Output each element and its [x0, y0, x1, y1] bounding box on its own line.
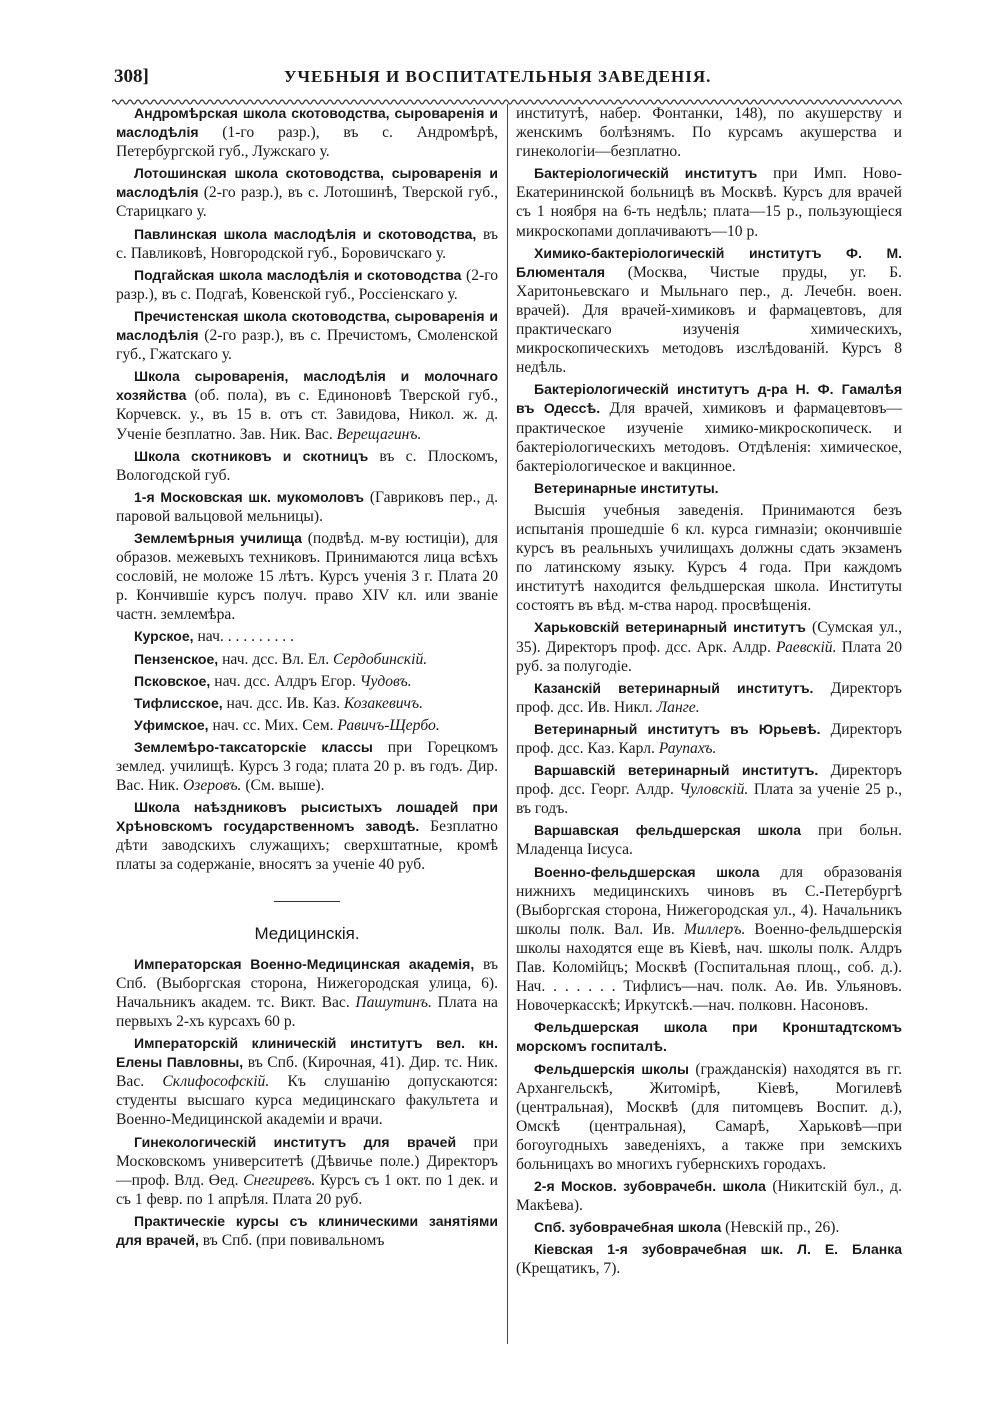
entry-name: Раевскій. — [776, 638, 837, 656]
entry-text-tail: Плата за ученіе 25 р., въ годъ. — [516, 781, 902, 818]
entry — [116, 164, 498, 221]
entry — [516, 821, 902, 859]
entry-text: нач. . . . . . . . . . — [193, 628, 294, 646]
entry-text: (подвѣд. м-ву юстиціи), для образов. межевыхъ техниковъ. Принимаются лица всѣхъ сословій, не моложе 15 лѣтъ. Курсъ ученія 3 г. Плата 20 р. Кончившіе курсъ получ. право XIV кл. или званіе частн. землемѣра. — [116, 529, 498, 624]
entry-name: Склифософскій. — [162, 1073, 270, 1091]
entry — [116, 1034, 498, 1129]
entry-text: Директоръ проф. дсс. Каз. Карл. — [516, 720, 902, 757]
entry-text: въ Спб. (Выборгская сторона, Нижегородская улица, 6). Начальникъ академ. тс. Викт. Вас. — [116, 955, 499, 1011]
entry-heading: Химико-бактеріологическій институтъ Ф. М. Блюменталя — [516, 244, 902, 280]
entry-heading: Казанскій ветеринарный институтъ. — [534, 679, 814, 696]
entry-text: (2-го разр.), въ с. Лотошинѣ, Тверской губ., Старицкаго у. — [116, 184, 498, 221]
entry-text: нач. дсс. Алдръ Егор. — [210, 672, 360, 690]
entry-text: (Невскій пр., 26). — [721, 1219, 840, 1237]
entry-heading: Кіевская 1-я зубоврачебная шк. Л. Е. Бланка — [534, 1241, 902, 1258]
entry-heading: Землемѣрныя училища — [134, 529, 302, 546]
entry — [516, 479, 902, 498]
entry — [516, 244, 902, 378]
entry-text: при Горецкомъ землед. училищѣ. Курсъ 3 года; плата 20 р. въ годъ. Дир. Вас. Ник. — [116, 738, 498, 795]
entry-name: Раупахъ. — [658, 740, 717, 757]
entry-heading: Ветеринарные институты. — [534, 479, 719, 496]
entry-text: (Гавриковъ пер., д. паровой вальцовой мельницы). — [116, 488, 498, 525]
entry-text-tail: (См. выше). — [241, 777, 325, 795]
entry-text: Безплатно дѣти заводскихъ служащихъ; сверхштатные, кромѣ платы за содержаніе, вносятъ за ученіе 40 руб. — [116, 818, 498, 874]
entry-text: нач. дсс. Вл. Ел. — [218, 650, 334, 668]
entry — [116, 955, 498, 1031]
entry — [516, 679, 902, 717]
entry-name: Козакевичъ. — [343, 694, 423, 712]
entry-heading: Императорская Военно-Медицинская академія, — [134, 955, 475, 972]
entry-text: Для врачей, химиковъ и фармацевтовъ—практическое изученіе химико-микроскопическ. и бактеріологическихъ методовъ. Отдѣленія: химическое, бактеріологическое и вакцинное. — [516, 400, 902, 475]
entry — [116, 367, 498, 443]
entry-heading: Ветеринарный институтъ въ Юрьевѣ. — [534, 720, 821, 737]
entry-text: (Крещатикъ, 7). — [516, 1260, 621, 1278]
entry-text: (Никитскій бул., д. Макѣева). — [516, 1178, 902, 1215]
entry-name: Снегиревъ. — [243, 1171, 316, 1189]
entry — [516, 380, 902, 475]
section-separator — [274, 901, 340, 902]
entry-heading: 1-я Московская шк. мукомоловъ — [134, 488, 365, 505]
entry-text: Директоръ проф. дсс. Георг. Алдр. — [516, 762, 902, 799]
entry — [516, 104, 902, 161]
left-column — [116, 104, 498, 1253]
entry — [116, 488, 498, 526]
entry-heading: Подгайская школа маслодѣлія и скотоводства — [134, 266, 462, 283]
entry-heading: Землемѣро-таксаторскіе классы — [134, 738, 373, 755]
entry-heading: Пензенское, — [134, 650, 219, 667]
entry-heading: Тифлисское, — [134, 694, 223, 711]
entry-text: въ с. Плоскомъ, Вологодской губ. — [116, 447, 498, 484]
entry-heading: Варшавская фельдшерская школа — [534, 822, 802, 839]
entry-text: Высшія учебныя заведенія. Принимаются безъ испытанія прошедшіе 6 кл. курса гимназіи; окончившіе курсъ въ реальныхъ училищахъ должны сдать экзаменъ по латинскому языку. Курсъ 4 года. При каждомъ институтѣ находится фельдшерская школа. Институты состоятъ въ вѣд. м-ства народ. просвѣщенія. — [516, 501, 902, 615]
entry-heading: Гинекологическій институтъ для врачей — [134, 1133, 457, 1150]
entry-name: Верещагинъ. — [336, 425, 422, 443]
entry-heading: Императорскій клиническій институтъ вел. кн. Елены Павловны, — [116, 1035, 498, 1071]
entry-text: (гражданскія) находятся въ гг. Архангельскѣ, Житомірѣ, Кіевѣ, Могилевѣ (центральная), Москвѣ (для питомцевъ Воспит. д.), Омскѣ (центральная), Самарѣ, Харьковѣ—при богоугодныхъ заведеніяхъ, а также при земскихъ больницахъ во многихъ губернскихъ городахъ. — [516, 1060, 902, 1173]
entry-name: Озеровъ. — [183, 777, 242, 795]
section-title: Медицинскія. — [254, 923, 360, 943]
entry-heading: Харьковскій ветеринарный институтъ — [534, 619, 806, 636]
entry-heading: Бактеріологическій институтъ д-ра Н. Ф. Гамалѣя въ Одессѣ. — [516, 381, 902, 417]
entry — [516, 1018, 902, 1056]
entry-text-tail: Курсъ съ 1 окт. по 1 дек. и съ 1 февр. по 1 апрѣля. Плата 20 руб. — [116, 1171, 498, 1208]
entry-text-tail: Къ слушанію допускаются: студенты высшаго курса медицинскаго факультета и Военно-Медицинской академіи и врачи. — [116, 1073, 498, 1129]
entry-heading: Школа скотниковъ и скотницъ — [134, 447, 369, 464]
entry — [516, 1240, 902, 1278]
entry-heading: Пречистенская школа скотоводства, сыроваренія и маслодѣлія — [116, 307, 498, 344]
entry-name: Чуловскій. — [679, 781, 749, 799]
entry — [516, 164, 902, 240]
entry-text: нач. сс. Мих. Сем. — [208, 716, 338, 734]
entry-heading: Уфимское, — [134, 716, 209, 733]
entry-text: (2-го разр.), въ с. Пречистомъ, Смоленской губ., Гжатскаго у. — [116, 327, 498, 364]
entry — [516, 863, 902, 1016]
entry — [116, 798, 498, 874]
entry — [116, 738, 498, 795]
entry-heading: Павлинская школа маслодѣлія и скотоводства, — [134, 225, 477, 242]
entry-text: (2-го разр.), въ с. Подгаѣ, Ковенской губ., Россіенскаго у. — [116, 266, 499, 303]
entry — [116, 650, 498, 669]
entry — [116, 672, 498, 691]
entry-text: при Московскомъ университетѣ (Дѣвичье поле.) Директоръ—проф. Влд. Өед. — [116, 1133, 499, 1189]
entry-text: (Сумская ул., 35). Директоръ проф. дсс. Арк. Алдр. — [516, 619, 902, 656]
entry-text: институтѣ, набер. Фонтанки, 148), по акушерству и женскимъ болѣзнямъ. По курсамъ акушерства и гинекологіи—безплатно. — [516, 105, 902, 161]
entry-name: Чудовъ. — [359, 672, 412, 690]
entry-name: Равичъ-Щербо. — [337, 716, 440, 734]
entry-name: Ланге. — [656, 698, 700, 716]
entry-heading: Варшавскій ветеринарный институтъ. — [534, 762, 819, 779]
page-number: 308] — [114, 66, 149, 87]
entry-text: (об. пола), въ с. Единоновѣ Тверской губ., Корчевск. у., въ 15 в. отъ ст. Завидова, Никол. ж. д. Ученіе безплатно. Зав. Ник. Вас. — [116, 387, 498, 443]
entry-heading: Школа наѣздниковъ рысистыхъ лошадей при Хрѣновскомъ государственномъ заводѣ. — [116, 799, 498, 835]
entry — [116, 225, 498, 263]
entry-text: Директоръ проф. дсс. Ив. Никл. — [516, 679, 902, 716]
entry-text: (1-го разр.), въ с. Андромѣрѣ, Петербургской губ., Лужскаго у. — [116, 124, 498, 161]
entry — [116, 1133, 498, 1209]
entry-heading: Военно-фельдшерская школа — [534, 863, 760, 880]
entry-text: при Имп. Ново-Екатерининской больницѣ въ Москвѣ. Курсъ для врачей съ 1 ноября на 6-ть недѣль; плата—15 р., пользующіеся микроскопами доплачиваютъ—10 р. — [516, 165, 902, 240]
entry-text-tail: Плата на первыхъ 2-хъ курсахъ 60 р. — [116, 993, 498, 1030]
entry-heading: Школа сыроваренія, маслодѣлія и молочнаго хозяйства — [116, 368, 498, 404]
right-column — [516, 104, 902, 1282]
entry-text-tail: Военно-фельдшерскія школы находятся еще въ Кіевѣ, нач. школы полк. Алдръ Пав. Коломійцъ; Москвѣ (Госпитальная площ., соб. д.). Нач. . . . . . . Тифлисъ—нач. полк. Аө. Ив. Ульяновъ. Новочеркасскѣ; Иркутскѣ.—нач. полковн. Насоновъ. — [516, 920, 903, 1015]
entry-heading: Псковское, — [134, 672, 211, 689]
entry-name: Сердобинскій. — [333, 650, 428, 668]
entry — [516, 1060, 902, 1175]
entry — [116, 447, 498, 485]
entry-text: для образованія нижнихъ медицинскихъ чиновъ въ С.-Петербургѣ (Выборгская сторона, Нижегородская ул., 4). Начальникъ школы полк. Вал. Ив. — [516, 863, 902, 938]
entry-heading: Спб. зубоврачебная школа — [534, 1219, 722, 1236]
entry — [116, 104, 498, 161]
entry-text: въ Спб. (при повивальномъ — [198, 1231, 385, 1249]
entry-heading: Курское, — [134, 628, 194, 645]
entry — [516, 761, 902, 818]
entry-name: Миллеръ. — [683, 920, 746, 938]
entry-heading: Бактеріологическій институтъ — [534, 165, 758, 182]
page-header — [114, 66, 904, 94]
entry — [516, 1218, 902, 1237]
entry-text: нач. дсс. Ив. Каз. — [222, 694, 344, 712]
entry-name: Пашутинъ. — [355, 993, 432, 1011]
document-page — [102, 60, 908, 1360]
column-divider — [507, 104, 508, 1344]
entry — [116, 716, 498, 735]
entry-text-tail: Плата 20 руб. за полугодіе. — [516, 638, 902, 675]
entry — [116, 627, 498, 646]
entry — [116, 529, 498, 624]
entry — [116, 1212, 498, 1250]
entry — [116, 307, 498, 364]
entry-text: въ с. Павликовѣ, Новгородской губ., Боровичскаго у. — [116, 225, 499, 262]
running-title: УЧЕБНЫЯ И ВОСПИТАТЕЛЬНЫЯ ЗАВЕДЕНІЯ. — [284, 67, 712, 86]
entry-heading: Практическіе курсы съ клиническими занятіями для врачей, — [116, 1212, 498, 1248]
entry-text: въ Спб. (Кирочная, 41). Дир. тс. Ник. Вас. — [116, 1054, 499, 1091]
entry-heading: Фельдшерскія школы — [534, 1060, 689, 1077]
entry — [516, 720, 902, 758]
entry-heading: Лотошинская школа скотоводства, сыроваренія и маслодѣлія — [116, 165, 498, 201]
entry — [516, 618, 902, 675]
entry-text: при больн. Младенца Іисуса. — [516, 822, 903, 859]
entry — [516, 1177, 902, 1215]
entry-heading: Андромѣрская школа скотоводства, сыроваренія и маслодѣлія — [116, 105, 498, 141]
entry-heading: 2-я Москов. зубоврачебн. школа — [534, 1178, 766, 1195]
entry-text: (Москва, Чистые пруды, уг. Б. Харитоньевскаго и Мыльнаго пер., д. Лечебн. воен. врачей). Для врачей-химиковъ и фармацевтовъ, для практическаго изученія химическихъ, микроскопическихъ методовъ изслѣдованій. Курсъ 8 недѣль. — [516, 263, 902, 377]
entry — [116, 694, 498, 713]
entry-heading: Фельдшерская школа при Кронштадтскомъ морскомъ госпиталѣ. — [516, 1019, 902, 1055]
entry — [116, 266, 498, 304]
entry — [516, 501, 902, 616]
